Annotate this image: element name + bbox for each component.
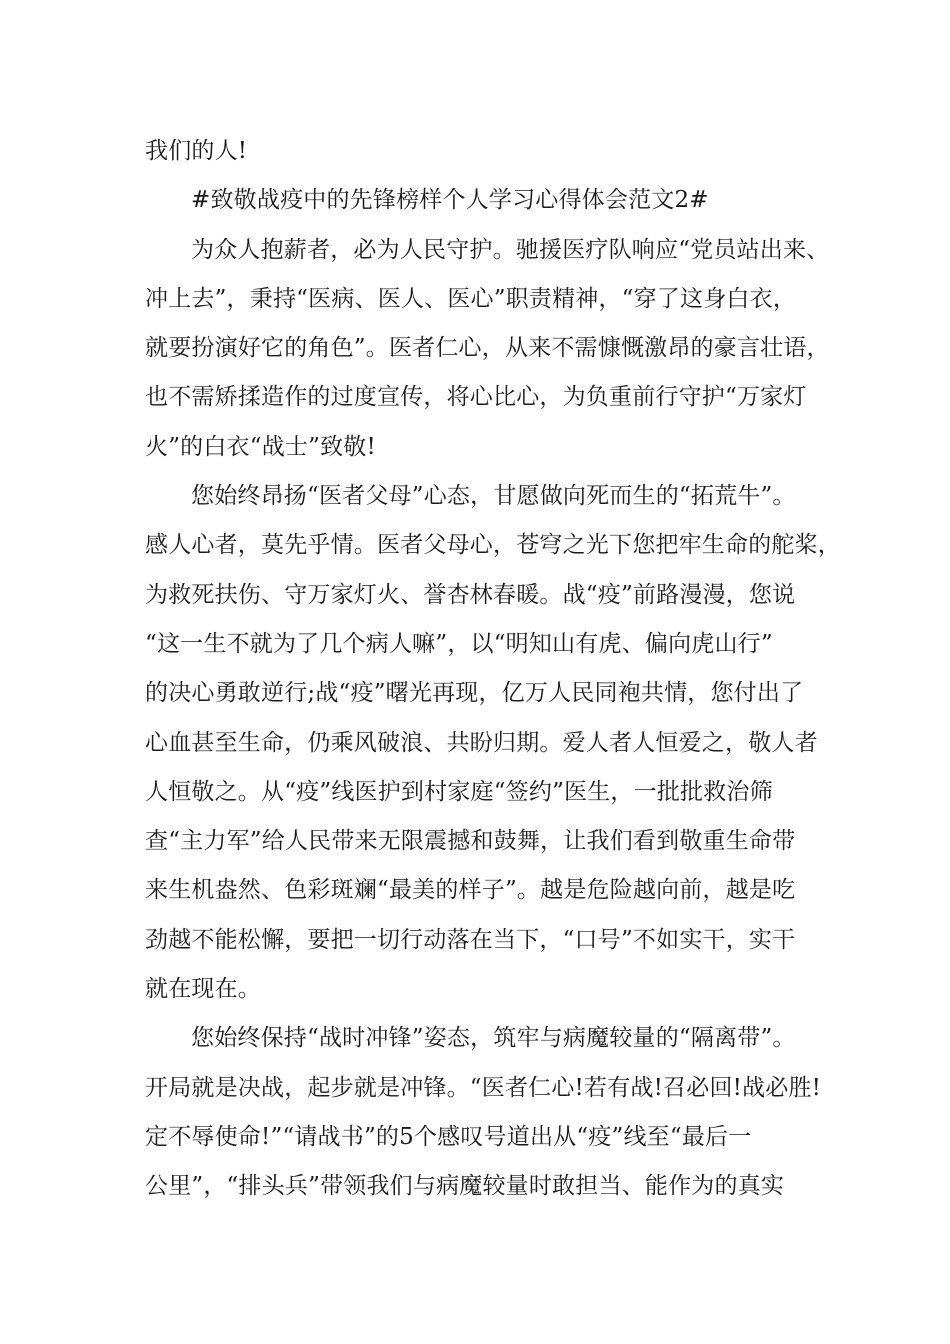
- text-line-12: 的决心勇敢逆行;战“疫”曙光再现，亿万人民同袍共情，您付出了: [145, 680, 804, 707]
- text-line-11: “这一生不就为了几个病人嘛”，以“明知山有虎、偏向虎山行”: [145, 630, 773, 657]
- text-line-6: 也不需矫揉造作的过度宣传，将心比心，为负重前行守护“万家灯: [145, 384, 807, 411]
- text-line-7: 火”的白衣“战士”致敬!: [145, 433, 376, 460]
- text-line-20: 开局就是决战，起步就是冲锋。“医者仁心!若有战!召必回!战必胜!: [145, 1074, 822, 1101]
- text-line-5: 就要扮演好它的角色”。医者仁心，从来不需慷慨激昂的豪言壮语，: [145, 335, 830, 362]
- text-line-21: 定不辱使命!”“请战书”的5个感叹号道出从“疫”线至“最后一: [145, 1123, 752, 1150]
- text-line-3: 为众人抱薪者，必为人民守护。驰援医疗队响应“党员站出来、: [191, 236, 830, 263]
- text-line-13: 心血甚至生命，仍乘风破浪、共盼归期。爱人者人恒爱之，敬人者: [145, 729, 818, 756]
- text-line-17: 劲越不能松懈，要把一切行动落在当下，“口号”不如实干，实干: [145, 926, 796, 953]
- text-line-8: 您始终昂扬“医者父母”心态，甘愿做向死而生的“拓荒牛”。: [191, 483, 796, 510]
- text-line-14: 人恒敬之。从“疫”线医护到村家庭“签约”医生，一批批救治筛: [145, 778, 773, 805]
- text-line-10: 为救死扶伤、守万家灯火、誉杏林春暖。战“疫”前路漫漫，您说: [145, 581, 796, 608]
- text-line-1: 我们的人!: [145, 138, 248, 164]
- text-line-16: 来生机盎然、色彩斑斓“最美的样子”。越是危险越向前，越是吃: [145, 877, 796, 904]
- text-line-9: 感人心者，莫先乎情。医者父母心，苍穹之光下您把牢生命的舵桨，: [145, 532, 841, 559]
- text-line-19: 您始终保持“战时冲锋”姿态，筑牢与病魔较量的“隔离带”。: [191, 1025, 796, 1052]
- text-line-15: 查“主力军”给人民带来无限震撼和鼓舞，让我们看到敬重生命带: [145, 828, 796, 855]
- section-heading: #致敬战疫中的先锋榜样个人学习心得体会范文2#: [191, 187, 709, 214]
- text-line-18: 就在现在。: [145, 976, 261, 1003]
- text-line-4: 冲上去”，秉持“医病、医人、医心”职责精神，“穿了这身白衣，: [145, 285, 797, 312]
- text-line-22: 公里”，“排头兵”带领我们与病魔较量时敢担当、能作为的真实: [145, 1173, 785, 1200]
- document-body: [145, 127, 841, 1212]
